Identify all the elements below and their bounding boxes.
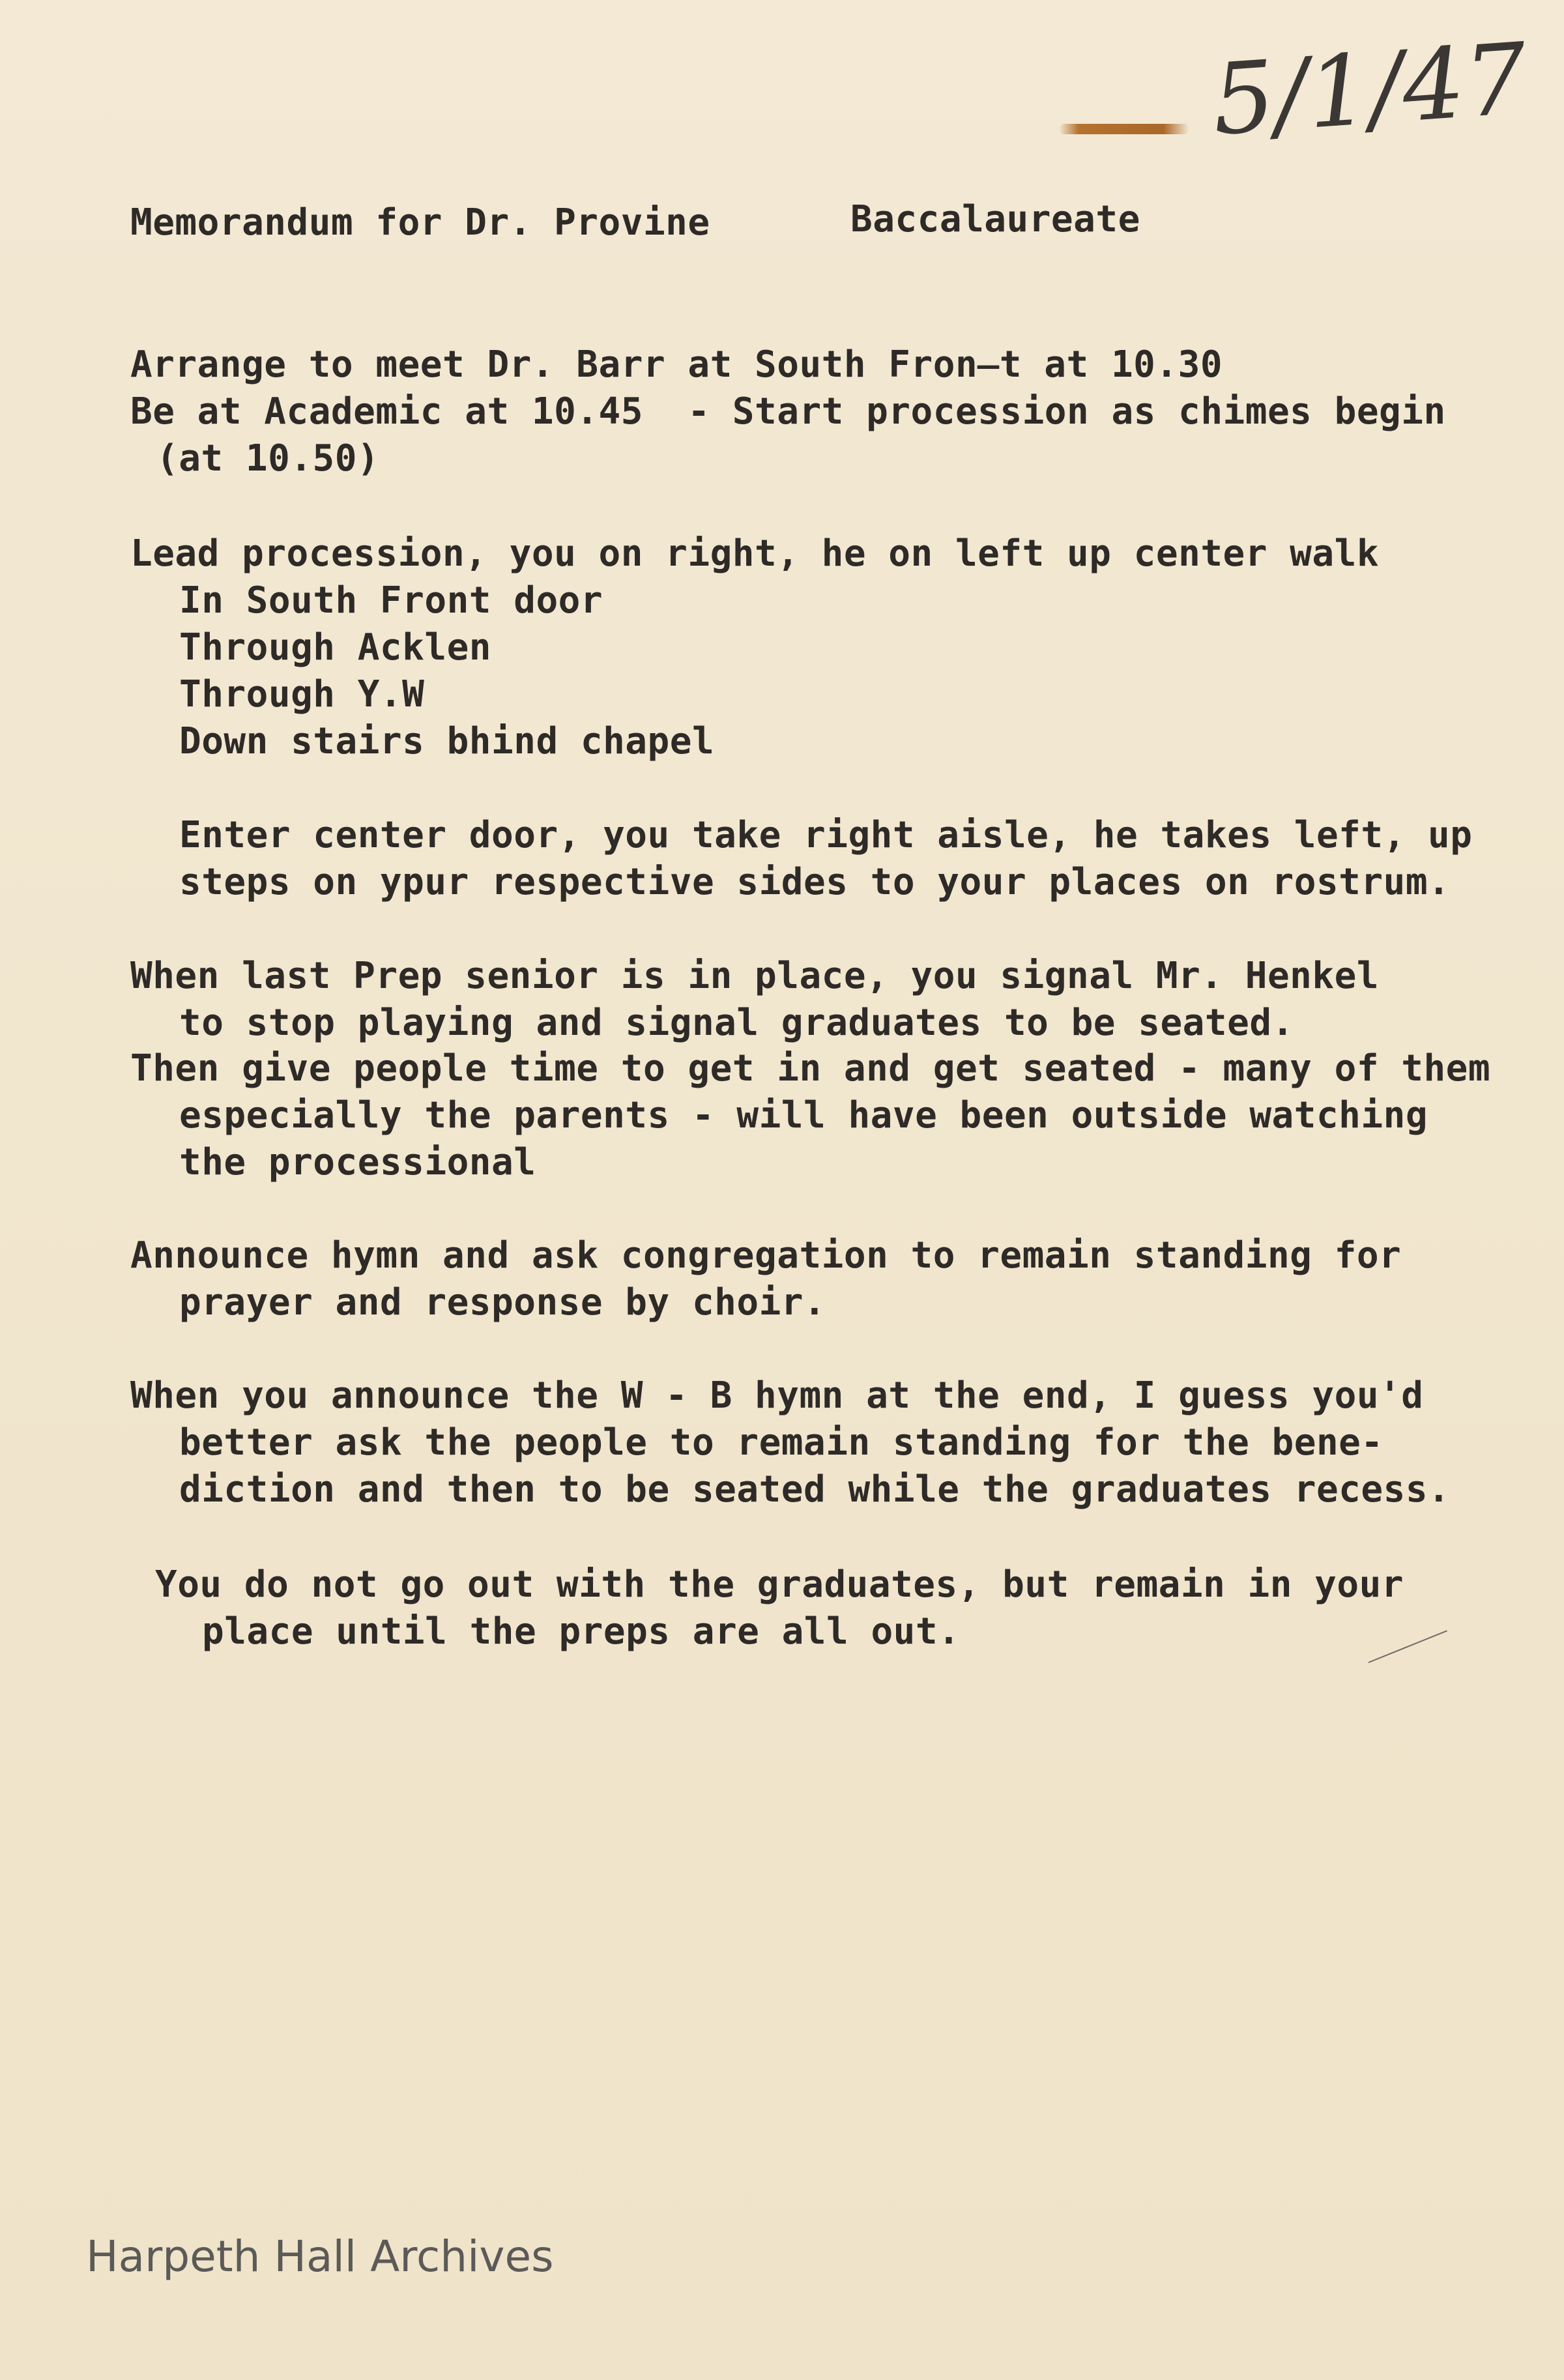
benediction-line-2: better ask the people to remain standing for the bene- [179,1421,1383,1464]
hymn-line-2: prayer and response by choir. [179,1281,826,1324]
memo-occasion: Baccalaureate [850,198,1140,240]
benediction-line-3: diction and then to be seated while the graduates recess. [179,1468,1451,1511]
signal-line-4: especially the parents - will have been outside watching [179,1094,1428,1137]
lead-line-2: In South Front door [179,579,603,622]
closing-line-2: place until the preps are all out. [202,1610,961,1653]
signal-line-3: Then give people time to get in and get seated - many of them [130,1047,1491,1090]
staple-mark [1059,124,1189,134]
signal-line-1: When last Prep senior is in place, you signal Mr. Henkel [130,955,1380,997]
lead-line-4: Through Y.W [179,673,425,716]
lead-line-3: Through Acklen [179,626,492,669]
closing-line-1: You do not go out with the graduates, but remain in your [155,1563,1404,1606]
pen-mark [1368,1630,1447,1663]
archive-watermark: Harpeth Hall Archives [86,2231,554,2282]
benediction-line-1: When you announce the W - B hymn at the end, I guess you'd [130,1374,1424,1417]
lead-line-5: Down stairs bhind chapel [179,720,715,762]
lead-line-1: Lead procession, you on right, he on left up center walk [130,532,1380,575]
arrange-line-2: Be at Academic at 10.45 - Start procession as chimes begin [130,390,1446,433]
memo-title: Memorandum for Dr. Provine [130,201,710,244]
hymn-line-1: Announce hymn and ask congregation to remain standing for [130,1234,1402,1277]
enter-line-2: steps on ypur respective sides to your places on rostrum. [179,861,1451,903]
arrange-line-1: Arrange to meet Dr. Barr at South Fron̶t at 10.30 [130,343,1223,386]
signal-line-5: the processional [179,1141,536,1183]
enter-line-1: Enter center door, you take right aisle, he takes left, up [179,814,1473,856]
handwritten-date: 5/1/47 [1208,22,1531,158]
arrange-line-3: (at 10.50) [156,437,380,480]
signal-line-2: to stop playing and signal graduates to be seated. [179,1002,1294,1044]
